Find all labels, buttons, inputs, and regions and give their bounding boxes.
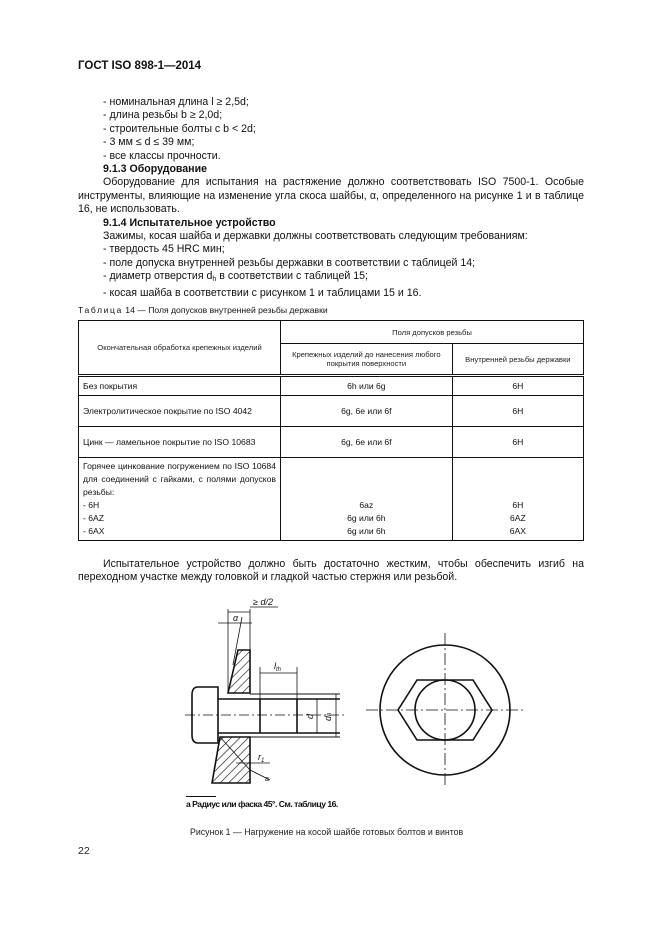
header-holder: Внутренней резьбы державки [452, 344, 583, 376]
dim-label-top: ≥ d/2 [253, 597, 273, 607]
header-fastener: Крепежных изделий до нанесения любого покрытия поверхности [281, 344, 453, 376]
tolerance-table [78, 320, 584, 541]
figure-footnote: a Радиус или фаска 45°. См. таблицу 16. [186, 799, 338, 809]
header-group: Поля допусков резьбы [281, 321, 584, 344]
list-item: - длина резьбы b ≥ 2,0d; [103, 109, 223, 122]
a-label: a [265, 776, 269, 783]
list-item: - номинальная длина l ≥ 2,5d; [103, 96, 249, 108]
after-table-text: Испытательное устройство должно быть достаточно жестким, чтобы обеспечить изгиб на переходном участке между головкой и гладкой частью стержня или резьбой. [78, 558, 584, 584]
table-row: Электролитическое покрытие по ISO 4042 6g, 6e или 6f 6H [79, 396, 584, 427]
section-heading-913: 9.1.3 Оборудование [103, 163, 207, 176]
list-item: - строительные болты с b < 2d; [103, 122, 256, 135]
d-label: d [305, 713, 315, 719]
document-header: ГОСТ ISO 898-1—2014 [78, 60, 202, 72]
section-914-intro: Зажимы, косая шайба и державки должны соответствовать следующим требованиям: [103, 230, 528, 243]
section-heading-914: 9.1.4 Испытательное устройство [103, 216, 276, 229]
list-item: - поле допуска внутренней резьбы державки в соответствии с таблицей 14; [103, 256, 476, 269]
conditions-list [78, 96, 584, 300]
list-item: - все классы прочности. [103, 149, 221, 162]
lth-label: $l_{th}$ [274, 661, 282, 673]
figure-wedge-loading [170, 595, 530, 795]
table-row: Без покрытия 6h или 6g 6H [79, 376, 584, 396]
figure-caption: Рисунок 1 — Нагружение на косой шайбе готовых болтов и винтов [190, 827, 464, 837]
header-finish: Окончательная обработка крепежных изделий [79, 321, 281, 376]
list-item: - 3 мм ≤ d ≤ 39 мм; [103, 136, 195, 149]
list-item: - косая шайба в соответствии с рисунком 1 и таблицами 15 и 16. [103, 286, 422, 299]
dh-label: dh [323, 712, 333, 721]
r1-label: $r_1$ [258, 752, 265, 764]
footnote-rule [186, 796, 216, 797]
table-row: Цинк — ламельное покрытие по ISO 10683 6g, 6e или 6f 6H [79, 427, 584, 458]
section-913-text: Оборудование для испытания на растяжение должно соответствовать ISO 7500-1. Особые инструменты, влияющие на изменение угла скоса шайбы, α, определенного на рисунке 1 и в таблице 16, не использовать. [78, 176, 584, 216]
table-caption: Таблица 14 — Поля допусков внутренней резьбы державки [78, 305, 328, 315]
list-item: - твердость 45 HRC мин; [103, 243, 225, 256]
table-row: Горячее цинкование погружением по ISO 10684 для соединений с гайками, с полями допусков резьбы: - 6H - 6AZ - 6AX 6az 6g или 6h 6g или 6h 6H 6AZ 6AX [79, 458, 584, 541]
bolt-wedge-drawing [170, 595, 530, 795]
page-number: 22 [78, 845, 90, 857]
list-item: - диаметр отверстия $d_h$ в соответствии с таблицей 15; [103, 270, 368, 284]
alpha-label: α [233, 613, 239, 623]
